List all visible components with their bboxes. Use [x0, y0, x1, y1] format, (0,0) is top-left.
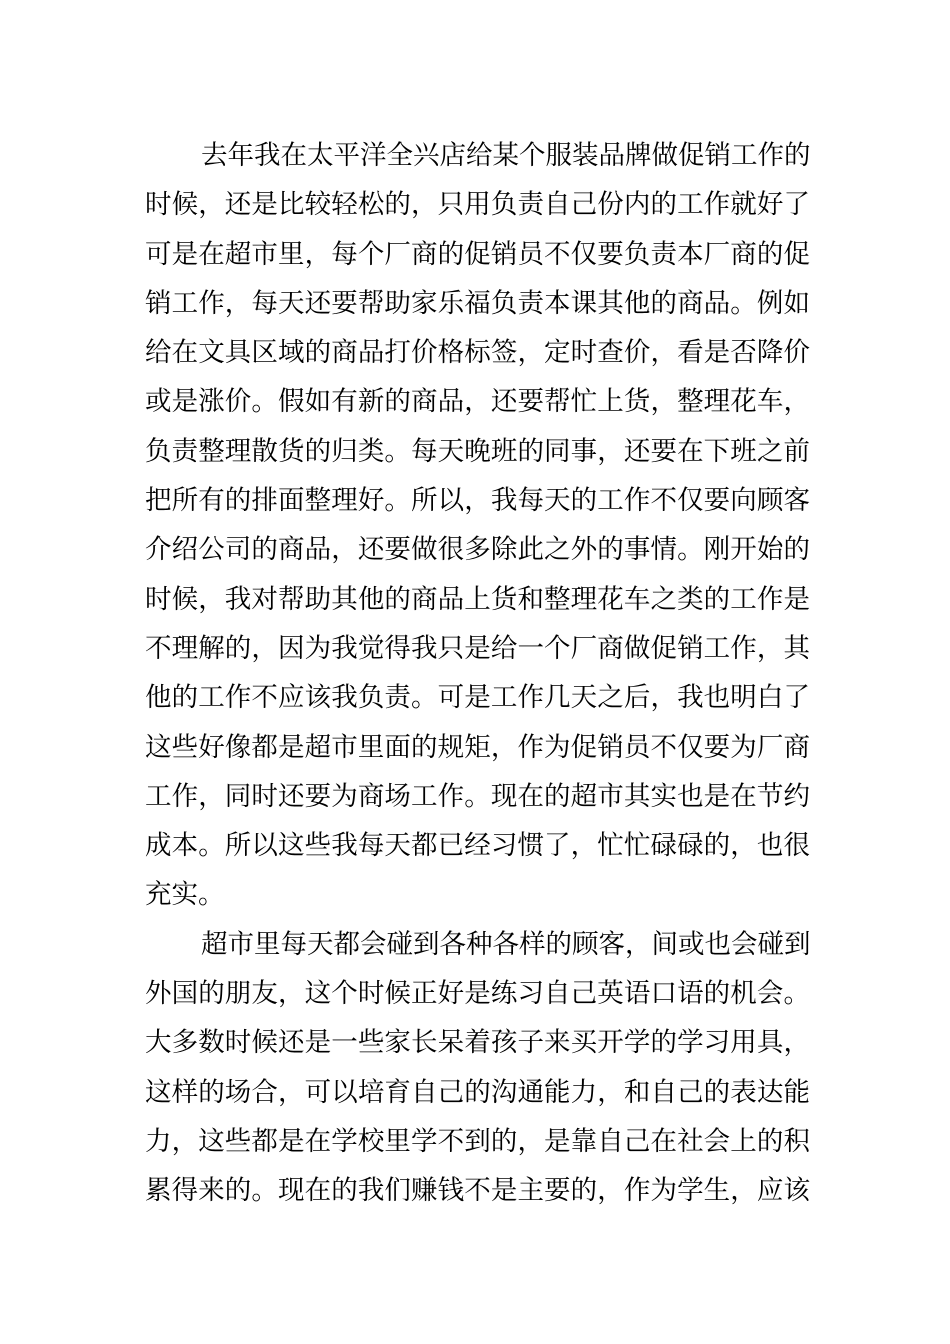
- paragraph-line: 累得来的。现在的我们赚钱不是主要的，作为学生，应该: [145, 1175, 810, 1207]
- paragraph-line: 力，这些都是在学校里学不到的，是靠自己在社会上的积: [145, 1125, 810, 1157]
- paragraph-line: 负责整理散货的归类。每天晚班的同事，还要在下班之前: [145, 435, 810, 467]
- paragraph-line: 销工作，每天还要帮助家乐福负责本课其他的商品。例如: [145, 287, 810, 319]
- document-body: [145, 131, 810, 1216]
- paragraph-line: 可是在超市里，每个厂商的促销员不仅要负责本厂商的促: [145, 238, 810, 270]
- paragraph-line: 去年我在太平洋全兴店给某个服装品牌做促销工作的: [201, 140, 811, 171]
- paragraph-line: 介绍公司的商品，还要做很多除此之外的事情。刚开始的: [145, 534, 810, 566]
- paragraph-line: 把所有的排面整理好。所以，我每天的工作不仅要向顾客: [145, 485, 810, 517]
- paragraph-line: 时候，我对帮助其他的商品上货和整理花车之类的工作是: [145, 583, 810, 615]
- paragraph-line: 工作，同时还要为商场工作。现在的超市其实也是在节约: [145, 780, 810, 812]
- paragraph-line: 充实。: [145, 879, 225, 911]
- paragraph-line: 时候，还是比较轻松的，只用负责自己份内的工作就好了: [145, 189, 810, 221]
- paragraph-line: 超市里每天都会碰到各种各样的顾客，间或也会碰到: [201, 928, 811, 960]
- paragraph-line: 成本。所以这些我每天都已经习惯了，忙忙碌碌的，也很: [145, 830, 810, 862]
- paragraph-2: [145, 920, 810, 1216]
- paragraph-line: 或是涨价。假如有新的商品，还要帮忙上货，整理花车，: [145, 386, 810, 418]
- paragraph-line: 他的工作不应该我负责。可是工作几天之后，我也明白了: [145, 682, 810, 714]
- paragraph-1: [145, 131, 810, 920]
- paragraph-line: 不理解的，因为我觉得我只是给一个厂商做促销工作，其: [145, 632, 810, 664]
- paragraph-line: 外国的朋友，这个时候正好是练习自己英语口语的机会。: [145, 978, 810, 1010]
- paragraph-line: 给在文具区域的商品打价格标签，定时查价，看是否降价: [145, 337, 810, 369]
- paragraph-line: 大多数时候还是一些家长呆着孩子来买开学的学习用具，: [145, 1027, 810, 1059]
- paragraph-line: 这些好像都是超市里面的规矩，作为促销员不仅要为厂商: [145, 731, 810, 763]
- paragraph-line: 这样的场合，可以培育自己的沟通能力，和自己的表达能: [145, 1076, 810, 1108]
